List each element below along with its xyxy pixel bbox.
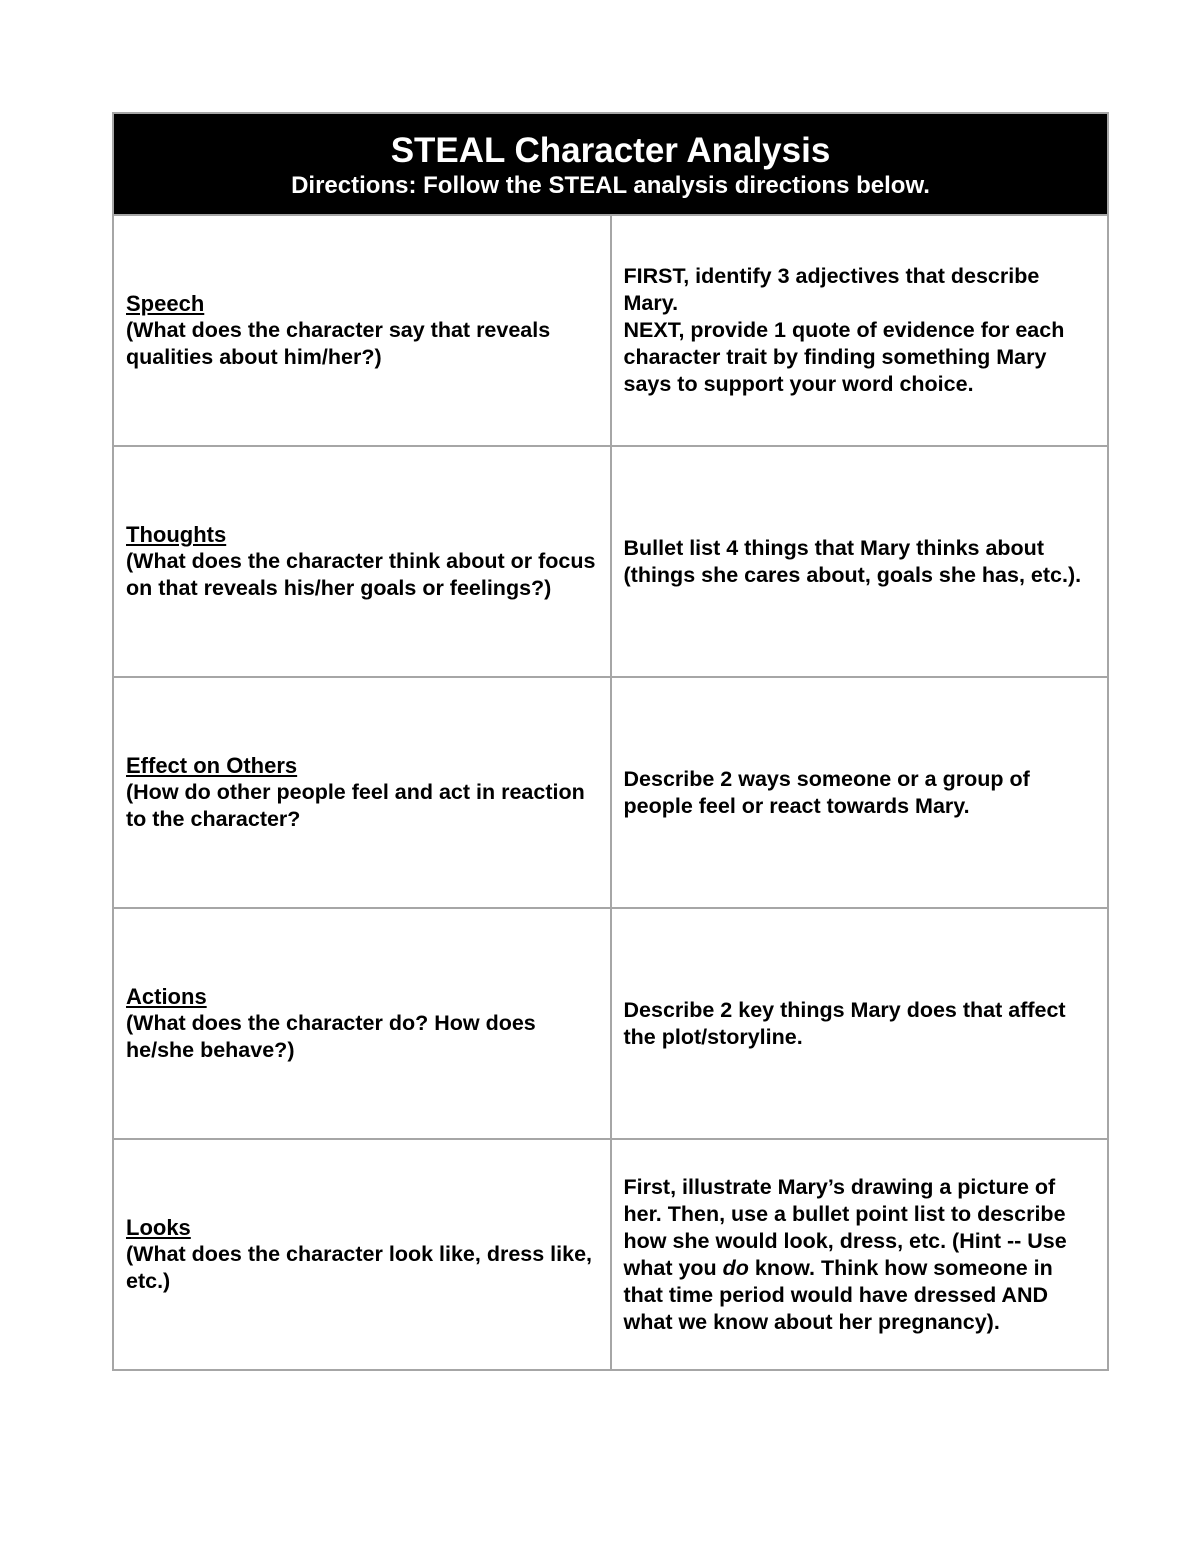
category-label-thoughts: Thoughts [126,522,227,547]
category-question-actions: (What does the character do? How does he/she behave?) [126,1011,536,1062]
instruction-cell-thoughts [611,446,1109,677]
instruction-looks [624,1174,1098,1336]
instruction-cell-actions [611,908,1109,1139]
instruction-thoughts: Bullet list 4 things that Mary thinks about (things she cares about, goals she has, etc.). [623,535,1082,587]
category-label-speech: Speech [126,291,205,316]
instruction-looks-part1: First, illustrate Mary’s drawing a picture of her. Then, use a bullet point list to describe how she would look, dress, etc. (Hint -- Use what you [623,1174,1067,1280]
category-label-effect-on-others: Effect on Others [126,753,298,778]
category-question-speech: (What does the character say that reveals qualities about him/her?) [126,318,551,369]
page-title: STEAL Character Analysis [390,131,831,170]
category-cell-looks [113,1139,611,1370]
instruction-speech-line1: FIRST, identify 3 adjectives that describe Mary. [623,264,1040,315]
instruction-effect-on-others: Describe 2 ways someone or a group of people feel or react towards Mary. [623,766,1030,818]
instruction-cell-effect-on-others [611,677,1109,908]
instruction-cell-looks [611,1139,1109,1370]
category-cell-effect-on-others [113,677,611,908]
category-cell-actions [113,908,611,1139]
category-cell-thoughts [113,446,611,677]
table-row-thoughts [113,446,1108,677]
table-row-looks [113,1139,1108,1370]
table-row-effect-on-others [113,677,1108,908]
category-question-looks: (What does the character look like, dress like, etc.) [126,1242,592,1293]
category-cell-speech [113,215,611,446]
steal-table [112,112,1109,1371]
steal-worksheet [112,112,1109,1371]
table-row-speech [113,215,1108,446]
table-row-actions [113,908,1108,1139]
header-cell [113,113,1108,215]
directions-text: Directions: Follow the STEAL analysis directions below. [291,172,930,199]
instruction-speech-line2: NEXT, provide 1 quote of evidence for each character trait by finding something Mary says to support your word choice. [623,318,1065,396]
instruction-looks-emphasis: do [722,1255,749,1280]
instruction-cell-speech [611,215,1109,446]
instruction-looks-part2: know. Think how someone in that time period would have dressed AND what we know about her pregnancy). [623,1255,1053,1334]
header-row [113,113,1108,215]
category-label-looks: Looks [126,1215,191,1240]
category-question-effect-on-others: (How do other people feel and act in reaction to the character? [126,780,585,831]
category-label-actions: Actions [126,984,207,1009]
category-question-thoughts: (What does the character think about or focus on that reveals his/her goals or feelings?) [126,549,596,600]
instruction-actions: Describe 2 key things Mary does that affect the plot/storyline. [623,997,1066,1049]
